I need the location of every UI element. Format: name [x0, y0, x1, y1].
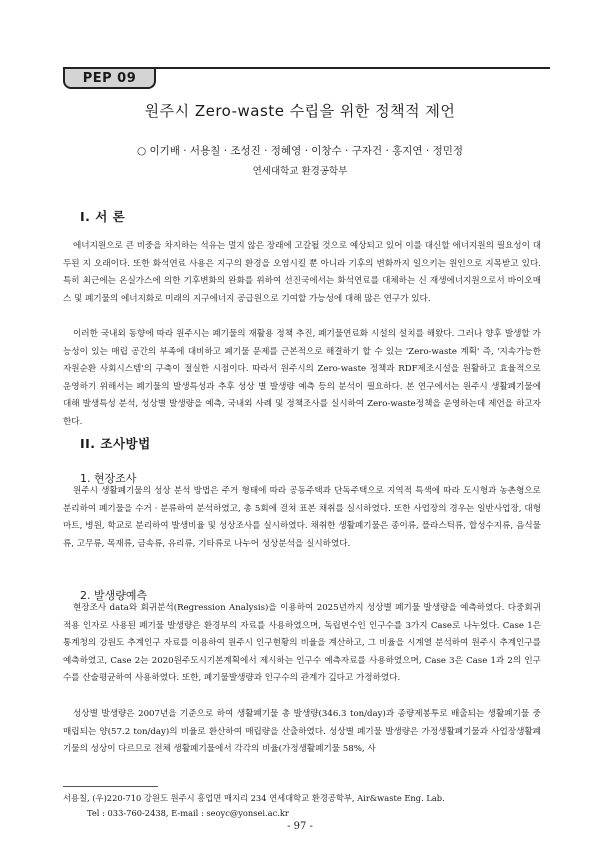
- footnote-address: 서용칠, (우)220-710 강원도 원주시 흥업면 매지리 234 연세대학교 환경공학부, Air&waste Eng. Lab.: [63, 793, 445, 803]
- methods-paragraph-2: 현장조사 data와 회귀분석(Regression Analysis)을 이용하여 2025년까지 성상별 폐기물 발생량을 예측하였다. 다중회귀적용 인자로 사용된 폐기물 발생량은 환경부의 자료를 사용하였으며, 독립변수인 인구수를 3가지 Case로 나누었다. Case 1은 통계청의 강원도 추계인구 자료를 이용하여 원주시 인구현황의 비율을 계산하고, 그 비율을 시계열 분석하여 원주시 추계인구를 예측하였고, Case 2는 2020원주도시기본계획에서 제시하는 인구수 예측자료를 사용하였으며, Case 3은 Case 1과 2의 인구수를 산술평균하여 사용하였다. 또한, 폐기물발생량과 인구수의 관계가 깊다고 가정하였다.: [63, 603, 541, 684]
- subsection-heading-field-survey: 1. 현장조사: [80, 472, 137, 485]
- footnote-contact: Tel : 033-760-2438, E-mail : seoyc@yonsei.ac.kr: [87, 808, 289, 818]
- footnote-rule: [63, 786, 158, 787]
- affiliation: 연세대학교 환경공학부: [252, 166, 348, 177]
- author-list: ○ 이기배 · 서용칠 · 조성진 · 정혜영 · 이창수 · 구자건 · 홍지연 · 정민정: [136, 145, 464, 157]
- paper-title: 원주시 Zero-waste 수립을 위한 정책적 제언: [144, 102, 456, 120]
- intro-paragraph-2: 이러한 국내외 동향에 따라 원주시는 폐기물의 재활용 정책 추진, 폐기물연료화 시설의 설치를 해왔다. 그러나 향후 발생할 가능성이 있는 매립 공간의 부족에 대비하고 폐기물 문제를 근본적으로 해결하기 할 수 있는 'Zero-waste 계획' 즉, '지속가능한 자원순환 사회시스템'의 구축이 절실한 시점이다. 따라서 원주시의 Zero-waste 정책과 RDF제조시설을 원활하고 효율적으로 운영하기 위해서는 폐기물의 발생특성과 추후 성상 별 발생량 예측 등의 분석이 필요하다. 본 연구에서는 원주시 생활폐기물에 대해 발생특성 분석, 성상별 발생량을 예측, 국내외 사례 및 정책조사를 실시하여 Zero-waste정책을 운영하는데 제언을 하고자 한다.: [63, 329, 541, 427]
- methods-paragraph-3: 성상별 발생량은 2007년을 기준으로 하여 생활폐기물 총 발생량(346.3 ton/day)과 종량제봉투로 배출되는 생활폐기물 중 매립되는 양(57.2 ton/day)의 비율로 환산하여 매립량을 산출하였다. 성상별 폐기물 발생량은 가정생활폐기물과 사업장생활폐기물의 성상이 다르므로 전체 생활폐기물에서 각각의 비율(가정생활폐기물 58%, 사: [63, 709, 541, 755]
- methods-paragraph-1: 원주시 생활폐기물의 성상 분석 방법은 주거 형태에 따라 공동주택과 단독주택으로 지역적 특색에 따라 도시형과 농촌형으로 분리하여 폐기물을 수거 · 분류하여 분석하였고, 총 5회에 걸쳐 표본 채취를 실시하였다. 또한 사업장의 경우는 일반사업장, 대형마트, 병원, 학교로 분리하여 발생비율 및 성상조사를 실시하였다. 채취한 생활폐기물은 종이류, 플라스틱류, 합성수지류, 음식물류, 고무류, 목재류, 금속류, 유리류, 기타류로 나누어 성상분석을 실시하였다.: [63, 486, 541, 549]
- section-heading-introduction: I. 서 론: [80, 209, 126, 224]
- section-heading-methods: II. 조사방법: [80, 436, 151, 451]
- session-badge: PEP 09: [63, 69, 156, 89]
- page-number: - 97 -: [287, 821, 313, 832]
- subsection-heading-prediction: 2. 발생량예측: [80, 589, 148, 602]
- intro-paragraph-1: 에너지원으로 큰 비중을 차지하는 석유는 멀지 않은 장래에 고갈될 것으로 예상되고 있어 이를 대신할 에너지원의 필요성이 대두된 지 오래이다. 또한 화석연료 사용은 지구의 환경을 오염시킬 뿐 아니라 기후의 변화까지 일으키는 원인으로 지목받고 있다. 특히 최근에는 온실가스에 의한 기후변화의 완화를 위하여 선진국에서는 화석연료를 대체하는 신 재생에너지원으로서 바이오매스 및 폐기물의 에너지화로 미래의 지구에너지 공급원으로 기여할 가능성에 대해 많은 연구가 있다.: [63, 241, 541, 304]
